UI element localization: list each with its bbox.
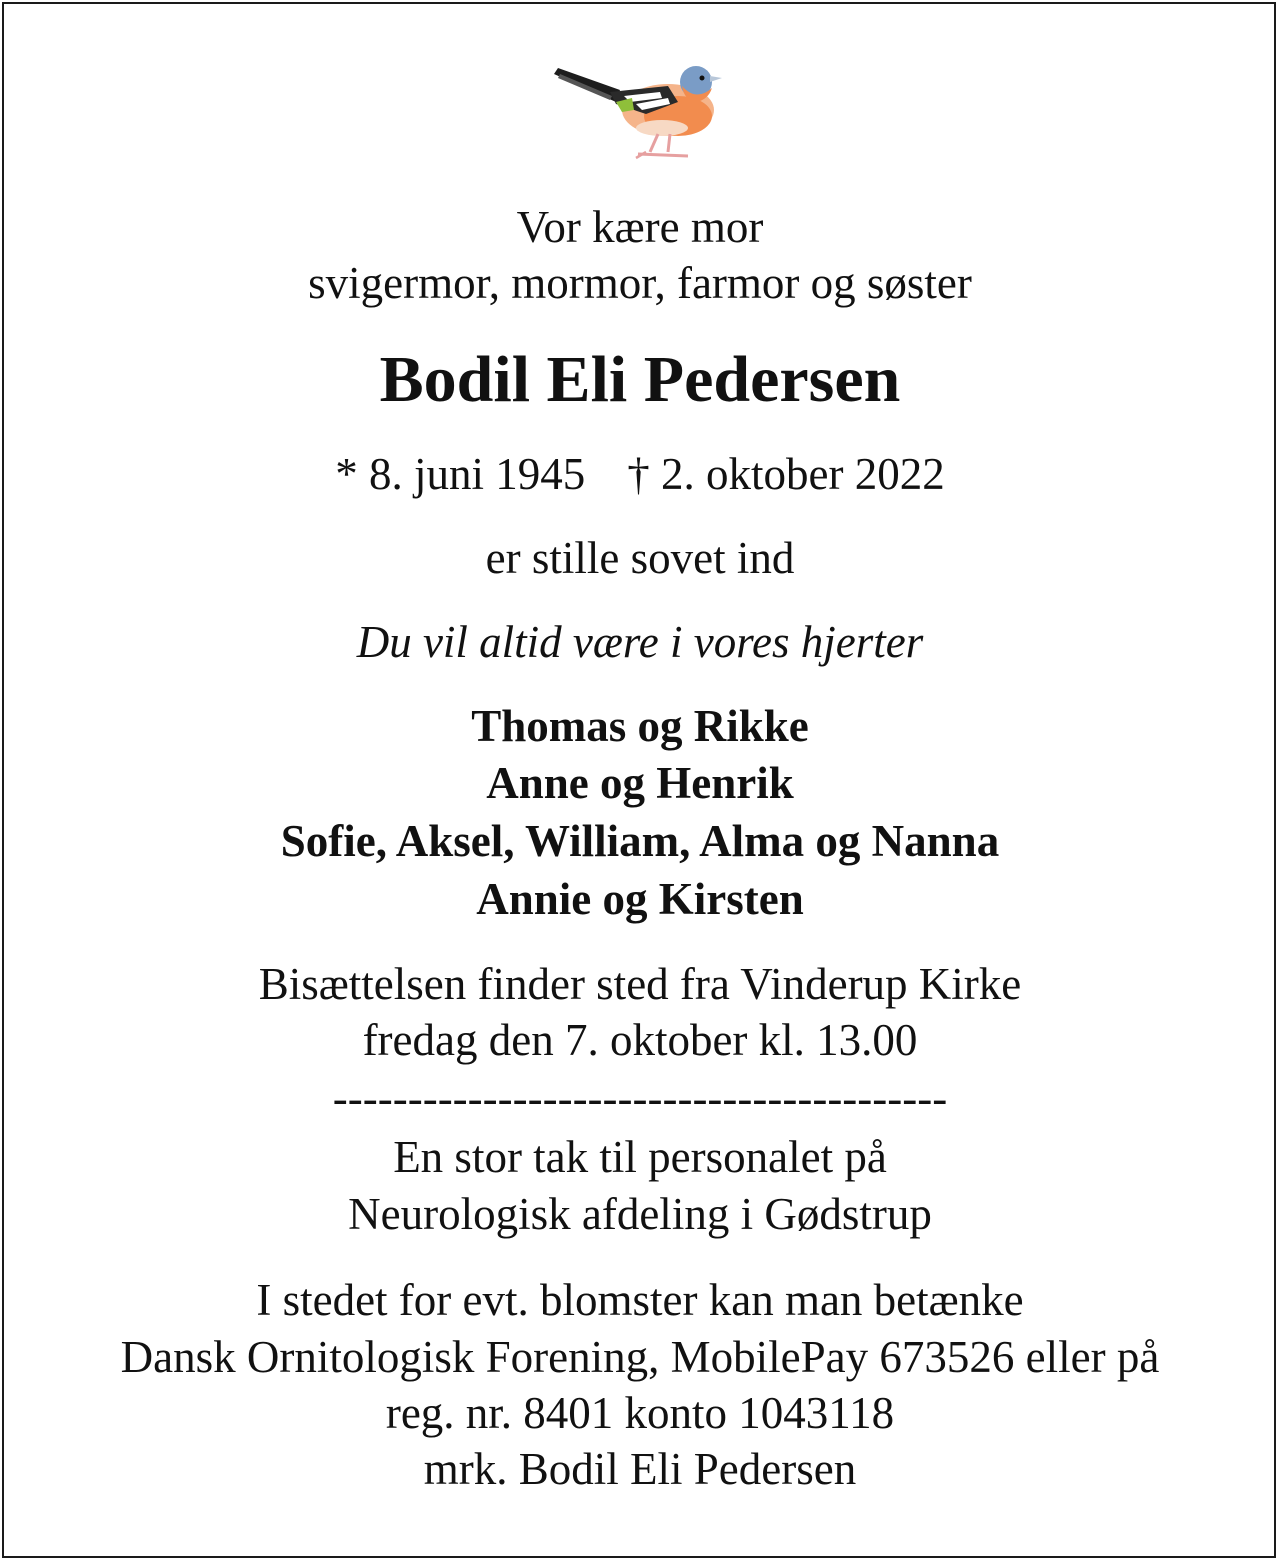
donation-line-3: reg. nr. 8401 konto 1043118 bbox=[385, 1388, 895, 1438]
family-line-3: Sofie, Aksel, William, Alma og Nanna bbox=[280, 816, 1000, 866]
intro-line-1: Vor kære mor bbox=[516, 202, 764, 252]
family-line-4: Annie og Kirsten bbox=[476, 874, 804, 924]
family-line-1: Thomas og Rikke bbox=[471, 701, 809, 751]
thanks-line-2: Neurologisk afdeling i Gødstrup bbox=[348, 1189, 932, 1239]
life-dates bbox=[0, 448, 1280, 500]
funeral-line-2: fredag den 7. oktober kl. 13.00 bbox=[362, 1015, 918, 1065]
deceased-name: Bodil Eli Pedersen bbox=[379, 343, 901, 416]
bird-icon bbox=[550, 58, 730, 168]
death-date: † 2. oktober 2022 bbox=[627, 449, 945, 499]
funeral-line-1: Bisættelsen finder sted fra Vinderup Kirke bbox=[258, 959, 1022, 1009]
quote-text: Du vil altid være i vores hjerter bbox=[356, 617, 924, 667]
family-line-2: Anne og Henrik bbox=[486, 758, 794, 808]
donation-line-1: I stedet for evt. blomster kan man betænke bbox=[256, 1275, 1024, 1325]
birth-date: * 8. juni 1945 bbox=[335, 449, 586, 499]
passing-text: er stille sovet ind bbox=[485, 533, 795, 583]
intro-line-2: svigermor, mormor, farmor og søster bbox=[308, 258, 972, 308]
thanks-line-1: En stor tak til personalet på bbox=[393, 1132, 887, 1182]
donation-line-2: Dansk Ornitologisk Forening, MobilePay 673526 eller på bbox=[120, 1332, 1160, 1382]
donation-line-4: mrk. Bodil Eli Pedersen bbox=[423, 1444, 857, 1494]
divider: ----------------------------------------- bbox=[332, 1073, 948, 1123]
